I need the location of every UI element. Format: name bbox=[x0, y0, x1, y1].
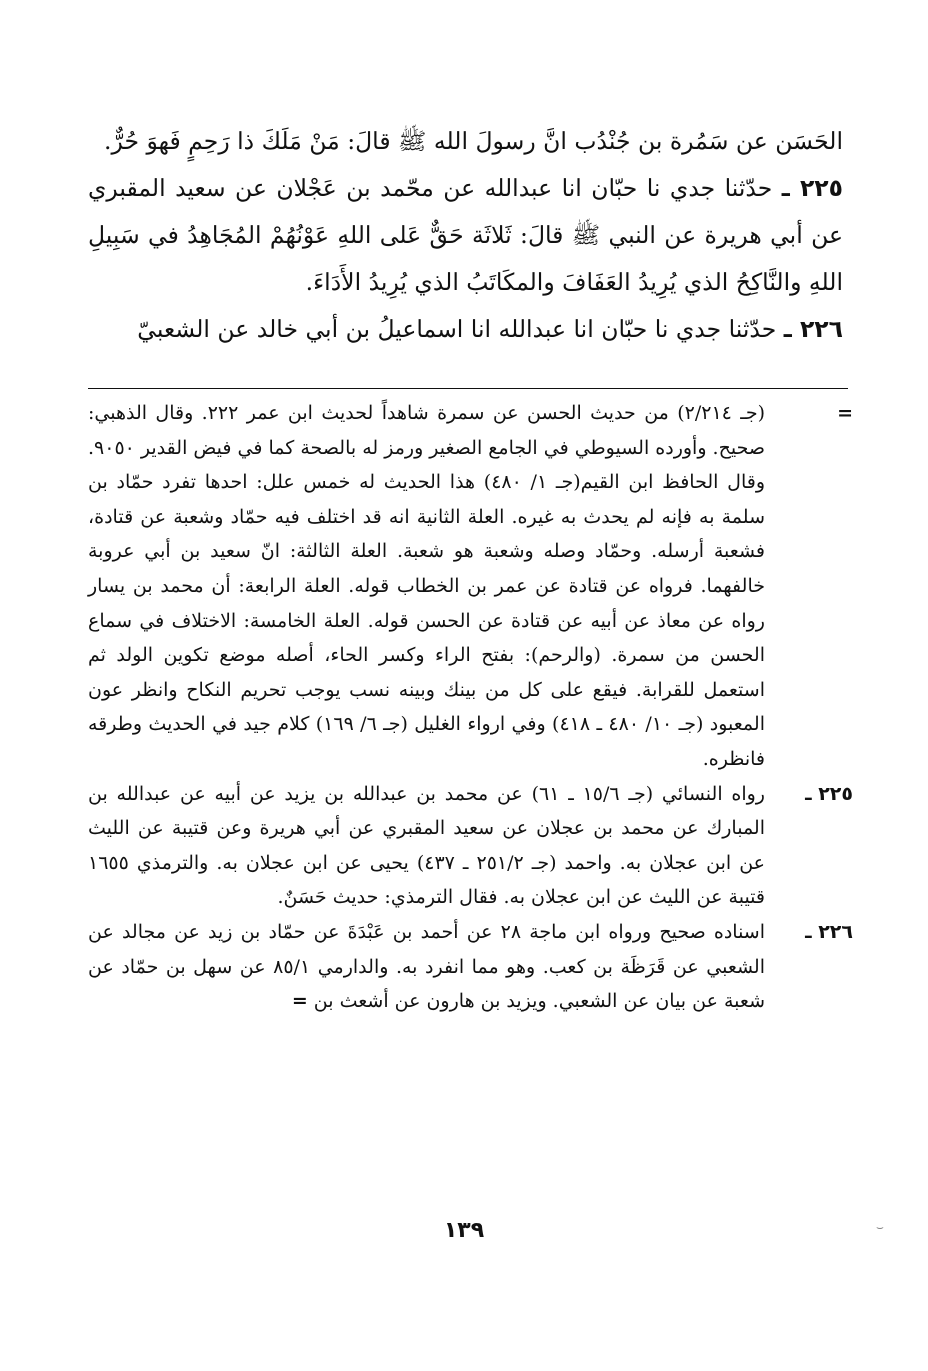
footnote-body: اسناده صحيح ورواه ابن ماجة ٢٨ عن أحمد بن عَبْدَةَ عن حمّاد بن زيد عن مجالد عن الشعبي عن قَرَظَة بن كعب. وهو مما انفرد به. والدارمي ٨٥/١ عن سهل بن حمّاد عن شعبة عن بيان عن الشعبي. ويزيد بن هارون عن أشعث بن bbox=[88, 920, 766, 1013]
main-text bbox=[88, 118, 843, 353]
hadith-225 bbox=[88, 165, 843, 306]
footnote-divider bbox=[88, 388, 848, 389]
hadith-text: حدّثنا جدي نا حبّان انا عبدالله انا اسماعيلُ بن أبي خالد عن الشعبيّ bbox=[137, 315, 777, 343]
hadith-number: ٢٢٥ ـ bbox=[781, 174, 843, 202]
footnote-226 bbox=[88, 915, 853, 1019]
footnote-text: (جـ ٢/٢١٤) من حديث الحسن عن سمرة شاهداً لحديث ابن عمر ٢٢٢. وقال الذهبي: صحيح. وأورده السيوطي في الجامع الصغير ورمز له بالصحة كما في فيض القدير ٩٠٥٠. وقال الحافظ ابن القيم(جـ ١/ ٤٨٠) هذا الحديث له خمس علل: احدها تفرد حمّاد بن سلمة به فإنه لم يحدث به غيره. العلة الثانية انه قد اختلف فيه حمّاد وشعبة عن قتادة، فشعبة أرسله. وحمّاد وصله وشعبة هو شعبة. العلة الثالثة: انّ سعيد بن أبي عروبة خالفهما. فرواه عن قتادة عن عمر بن الخطاب قوله. العلة الرابعة: أن محمد بن يسار رواه عن معاذ عن أبيه عن قتادة عن الحسن قوله. العلة الخامسة: الاختلاف في سماع الحسن من سمرة. (والرحم): بفتح الراء وكسر الحاء، أصله موضع تكوين الولد ثم استعمل للقرابة. فيقع على كل من بينك وبينه نسب يوجب تحريم النكاح وانظر عون المعبود (جـ ١٠/ ٤٨٠ ـ ٤١٨) وفي ارواء الغليل (جـ ٦/ ١٦٩) كلام جيد في الحديث وطرقه فانظره. bbox=[88, 402, 765, 770]
hadith-number: ٢٢٦ ـ bbox=[783, 315, 843, 343]
footnote-225 bbox=[88, 777, 853, 915]
hadith-226 bbox=[88, 306, 843, 353]
hadith-text: حدّثنا جدي نا حبّان انا عبدالله عن محّمد بن عَجْلان عن سعيد المقبري عن أبي هريرة عن النبي ﷺ قالَ: ثَلاثَة حَقٌّ عَلى اللهِ عَوْنُهُمْ المُجَاهِدُ في سَبِيلِ اللهِ والنَّاكِحُ الذي يُرِيدُ العَفَافَ والمكَاتَبُ الذي يُرِيدُ الأَدَاءَ. bbox=[88, 174, 843, 296]
scan-edge-mark: ⌣ bbox=[876, 1220, 884, 1234]
footnotes bbox=[88, 396, 853, 1019]
footnote-224-continued bbox=[88, 396, 853, 777]
continuation-mark: = bbox=[837, 402, 853, 424]
paragraph-224-end: الحَسَن عن سَمُرة بن جُنْدُب انَّ رسولَ الله ﷺ قالَ: مَنْ مَلَكَ ذا رَحِمٍ فَهوَ حُرٌّ. bbox=[104, 127, 843, 155]
footnote-text: رواه النسائي (جـ ١٥/٦ ـ ٦١) عن محمد بن عبدالله بن يزيد عن أبيه عن عبدالله بن المبارك عن محمد بن عجلان عن سعيد المقبري عن أبي هريرة وعن قتيبة عن الليث عن ابن عجلان به. واحمد (جـ ٢٥١/٢ ـ ٤٣٧) يحيى عن ابن عجلان به. والترمذي ١٦٥٥ قتيبة عن الليث عن ابن عجلان به. فقال الترمذي: حديث حَسَنٌ. bbox=[88, 782, 765, 909]
footnote-number: ٢٢٥ ـ bbox=[805, 782, 853, 805]
footnote-text bbox=[88, 915, 765, 1019]
footnote-number: ٢٢٦ ـ bbox=[805, 920, 853, 943]
page-number: ١٣٩ bbox=[443, 1218, 485, 1243]
continues-mark: = bbox=[291, 990, 308, 1013]
